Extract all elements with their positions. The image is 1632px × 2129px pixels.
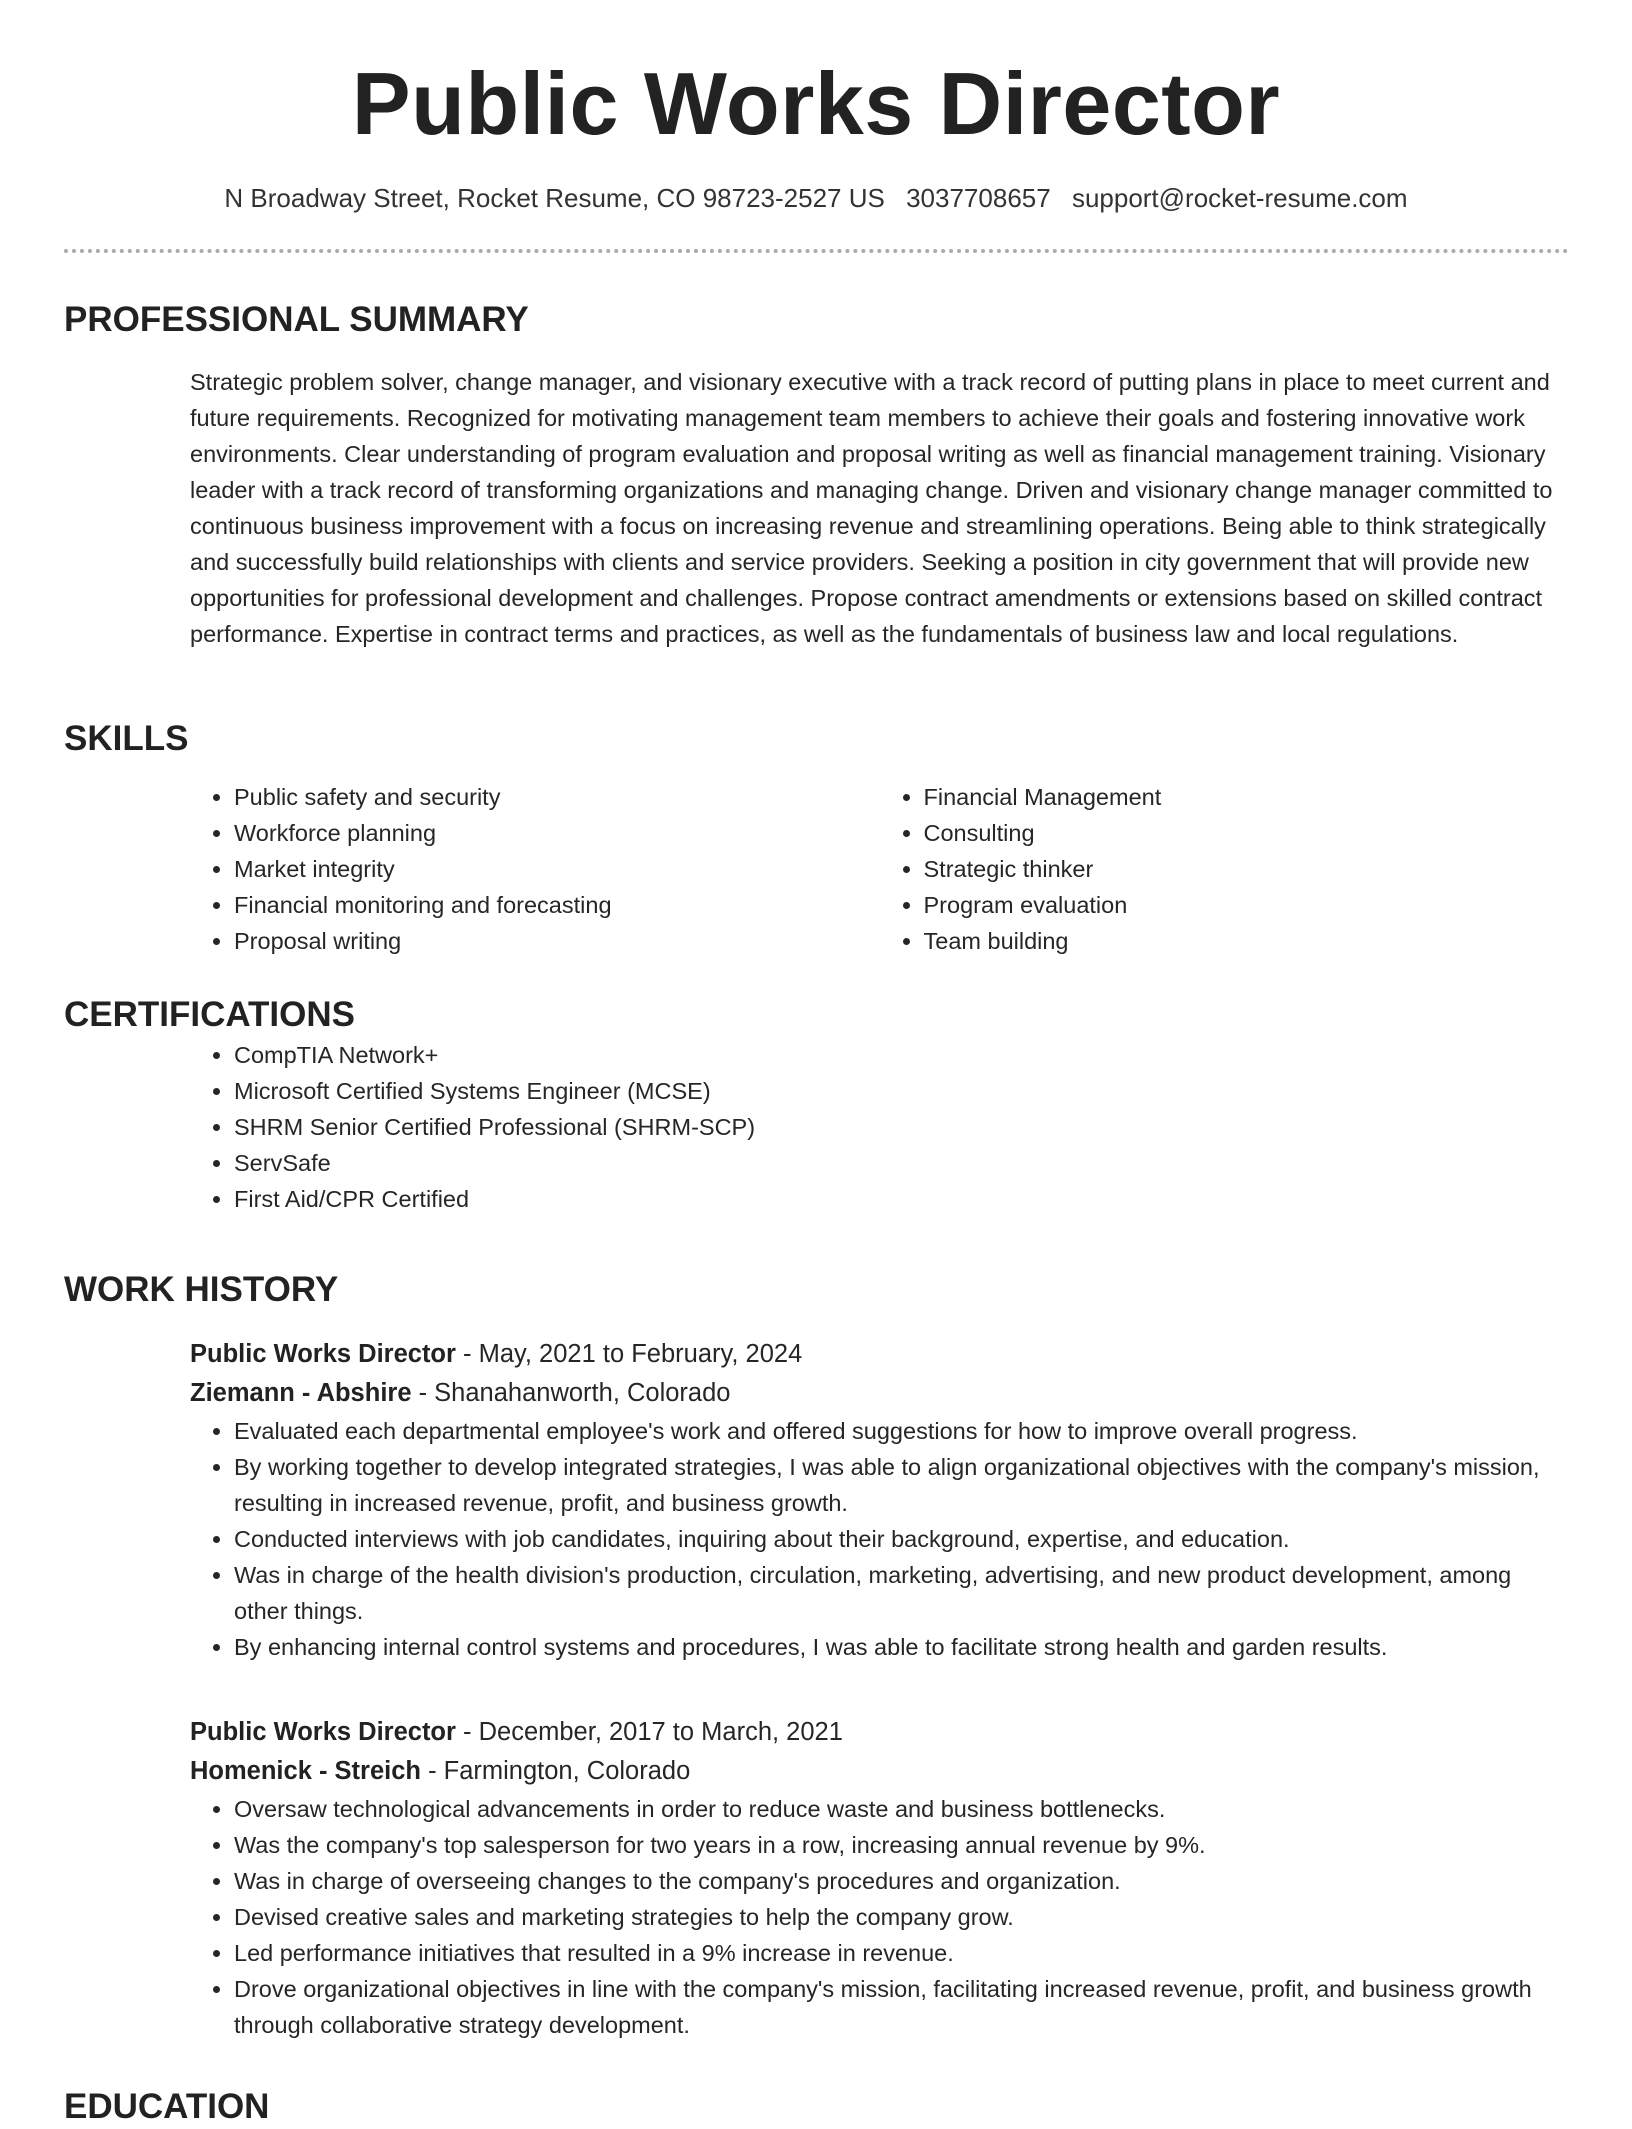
- job-bullet: • Was in charge of the health division's production, circulation, marketing, advertising, and new product development, among other things.: [234, 1557, 1569, 1629]
- skill-item: • Strategic thinker: [924, 851, 1570, 887]
- contact-address: N Broadway Street, Rocket Resume, CO 98723-2527 US: [224, 183, 885, 213]
- section-title-work-history: WORK HISTORY: [64, 1270, 339, 1309]
- skill-item: • Workforce planning: [234, 815, 880, 851]
- job-bullet: • Oversaw technological advancements in order to reduce waste and business bottlenecks.: [234, 1791, 1569, 1827]
- skill-item: • Market integrity: [234, 851, 880, 887]
- skill-item: • Financial monitoring and forecasting: [234, 887, 880, 923]
- contact-phone: 3037708657: [906, 183, 1051, 213]
- skill-item: • Financial Management: [924, 779, 1570, 815]
- certification-item: • SHRM Senior Certified Professional (SHRM-SCP): [234, 1109, 1569, 1145]
- skills-list-left: [190, 779, 880, 959]
- job-company: Ziemann - Abshire: [190, 1379, 412, 1407]
- job-title: Public Works Director: [190, 1340, 456, 1368]
- summary-text: Strategic problem solver, change manager, and visionary executive with a track record of putting plans in place to meet current and future requirements. Recognized for motivating management team members to achieve their goals and fostering innovative work environments. Clear understanding of program evaluation and proposal writing as well as financial management training. Visionary leader with a track record of transforming organizations and managing change. Driven and visionary change manager committed to continuous business improvement with a focus on increasing revenue and streamlining operations. Being able to think strategically and successfully build relationships with clients and service providers. Seeking a position in city government that will provide new opportunities for professional development and challenges. Propose contract amendments or extensions based on skilled contract performance. Expertise in contract terms and practices, as well as the fundamentals of business law and local regulations.: [190, 369, 1553, 647]
- skills-grid: [190, 779, 1569, 959]
- skill-item: • Program evaluation: [924, 887, 1570, 923]
- section-title-certifications: CERTIFICATIONS: [64, 995, 356, 1034]
- job-entry: [64, 1335, 1569, 1665]
- skill-item: • Proposal writing: [234, 923, 880, 959]
- job-company-line: [190, 1374, 1569, 1413]
- job-entry: [64, 1713, 1569, 2043]
- work-history-section: [64, 1268, 1569, 1312]
- skills-list-right: [880, 779, 1570, 959]
- skill-item: • Consulting: [924, 815, 1570, 851]
- job-title: Public Works Director: [190, 1718, 456, 1746]
- job-bullets: [190, 1791, 1569, 2043]
- job-location: - Shanahanworth, Colorado: [411, 1379, 731, 1407]
- job-bullet: • Was the company's top salesperson for two years in a row, increasing annual revenue by 9%.: [234, 1827, 1569, 1863]
- skill-item: • Team building: [924, 923, 1570, 959]
- job-bullet: • By enhancing internal control systems and procedures, I was able to facilitate strong health and garden results.: [234, 1629, 1569, 1665]
- job-bullet: • Drove organizational objectives in line with the company's mission, facilitating increased revenue, profit, and business growth through collaborative strategy development.: [234, 1971, 1569, 2043]
- contact-line: [0, 180, 1632, 216]
- job-bullet: • Evaluated each departmental employee's work and offered suggestions for how to improve overall progress.: [234, 1413, 1569, 1449]
- summary-section: [64, 298, 1569, 652]
- job-bullet: • By working together to develop integrated strategies, I was able to align organizational objectives with the company's mission, resulting in increased revenue, profit, and business growth.: [234, 1449, 1569, 1521]
- job-bullet: • Was in charge of overseeing changes to the company's procedures and organization.: [234, 1863, 1569, 1899]
- job-dates: - December, 2017 to March, 2021: [455, 1718, 843, 1746]
- resume-name: Public Works Director: [351, 54, 1281, 153]
- contact-email: support@rocket-resume.com: [1071, 183, 1408, 213]
- certification-item: • ServSafe: [234, 1145, 1569, 1181]
- job-bullet: • Devised creative sales and marketing strategies to help the company grow.: [234, 1899, 1569, 1935]
- certifications-section: [64, 993, 1569, 1217]
- job-bullet: • Conducted interviews with job candidates, inquiring about their background, expertise, and education.: [234, 1521, 1569, 1557]
- education-section: [64, 2085, 1569, 2129]
- certifications-list: [190, 1037, 1569, 1217]
- job-dates: - May, 2021 to February, 2024: [455, 1340, 803, 1368]
- section-title-skills: SKILLS: [64, 719, 189, 758]
- certification-item: • CompTIA Network+: [234, 1037, 1569, 1073]
- job-location: - Farmington, Colorado: [420, 1757, 691, 1785]
- skill-item: • Public safety and security: [234, 779, 880, 815]
- section-title-summary: PROFESSIONAL SUMMARY: [64, 300, 529, 339]
- job-company: Homenick - Streich: [190, 1757, 421, 1785]
- certification-item: • Microsoft Certified Systems Engineer (MCSE): [234, 1073, 1569, 1109]
- job-bullet: • Led performance initiatives that resulted in a 9% increase in revenue.: [234, 1935, 1569, 1971]
- section-title-education: EDUCATION: [64, 2087, 270, 2126]
- job-company-line: [190, 1752, 1569, 1791]
- job-title-line: [190, 1713, 1569, 1752]
- job-title-line: [190, 1335, 1569, 1374]
- header-divider: [64, 249, 1569, 253]
- certification-item: • First Aid/CPR Certified: [234, 1181, 1569, 1217]
- job-bullets: [190, 1413, 1569, 1665]
- skills-section: [64, 717, 1569, 959]
